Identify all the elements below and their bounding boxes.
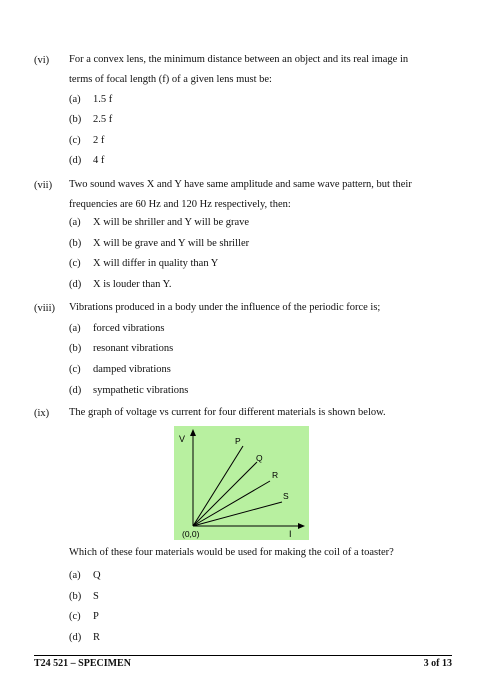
question-number: (ix) (34, 408, 50, 419)
option-a: (a) X will be shriller and Y will be grave (69, 217, 250, 228)
question-number: (viii) (34, 303, 55, 314)
option-b: (b) X will be grave and Y will be shriller (69, 238, 250, 249)
graph-svg (174, 426, 309, 540)
origin-label: (0,0) (182, 529, 200, 539)
question-stem (69, 298, 439, 318)
option-c: (c) X will differ in quality than Y (69, 258, 219, 269)
option-d: (d) 4 f (69, 155, 105, 166)
option-c: (c) damped vibrations (69, 364, 171, 375)
stem-line: frequencies are 60 Hz and 120 Hz respectively, then: (69, 199, 291, 210)
line-r-label: R (272, 470, 279, 480)
x-axis-label: I (289, 529, 292, 539)
question-stem (69, 175, 439, 215)
voltage-current-graph (174, 426, 309, 540)
graph-background (174, 426, 309, 540)
option-c: (c) 2 f (69, 135, 105, 146)
option-d: (d) sympathetic vibrations (69, 385, 189, 396)
line-q-label: Q (256, 453, 263, 463)
stem-line: For a convex lens, the minimum distance between an object and its real image in (69, 54, 409, 65)
option-b: (b) resonant vibrations (69, 343, 174, 354)
option-a: (a) Q (69, 570, 101, 581)
footer-paper-code: T24 521 – SPECIMEN (34, 658, 131, 669)
followup-line: Which of these four materials would be used for making the coil of a toaster? (69, 547, 394, 558)
stem-line: terms of focal length (f) of a given lens must be: (69, 74, 272, 85)
option-b: (b) 2.5 f (69, 114, 113, 125)
option-d: (d) R (69, 632, 101, 643)
line-p-label: P (235, 436, 241, 446)
option-a: (a) forced vibrations (69, 323, 165, 334)
footer-page-number: 3 of 13 (423, 658, 452, 669)
footer-divider (34, 655, 452, 656)
y-axis-label: V (179, 434, 186, 444)
stem-line: Vibrations produced in a body under the influence of the periodic force is; (69, 302, 381, 313)
line-s-label: S (283, 491, 289, 501)
stem-line: Two sound waves X and Y have same amplitude and same wave pattern, but their (69, 179, 412, 190)
question-stem (69, 50, 439, 90)
question-number: (vii) (34, 180, 53, 191)
option-c: (c) P (69, 611, 99, 622)
question-stem (69, 403, 439, 423)
question-number: (vi) (34, 55, 50, 66)
option-b: (b) S (69, 591, 99, 602)
question-followup (69, 543, 439, 563)
stem-line: The graph of voltage vs current for four different materials is shown below. (69, 407, 386, 418)
option-a: (a) 1.5 f (69, 94, 113, 105)
option-d: (d) X is louder than Y. (69, 279, 172, 290)
